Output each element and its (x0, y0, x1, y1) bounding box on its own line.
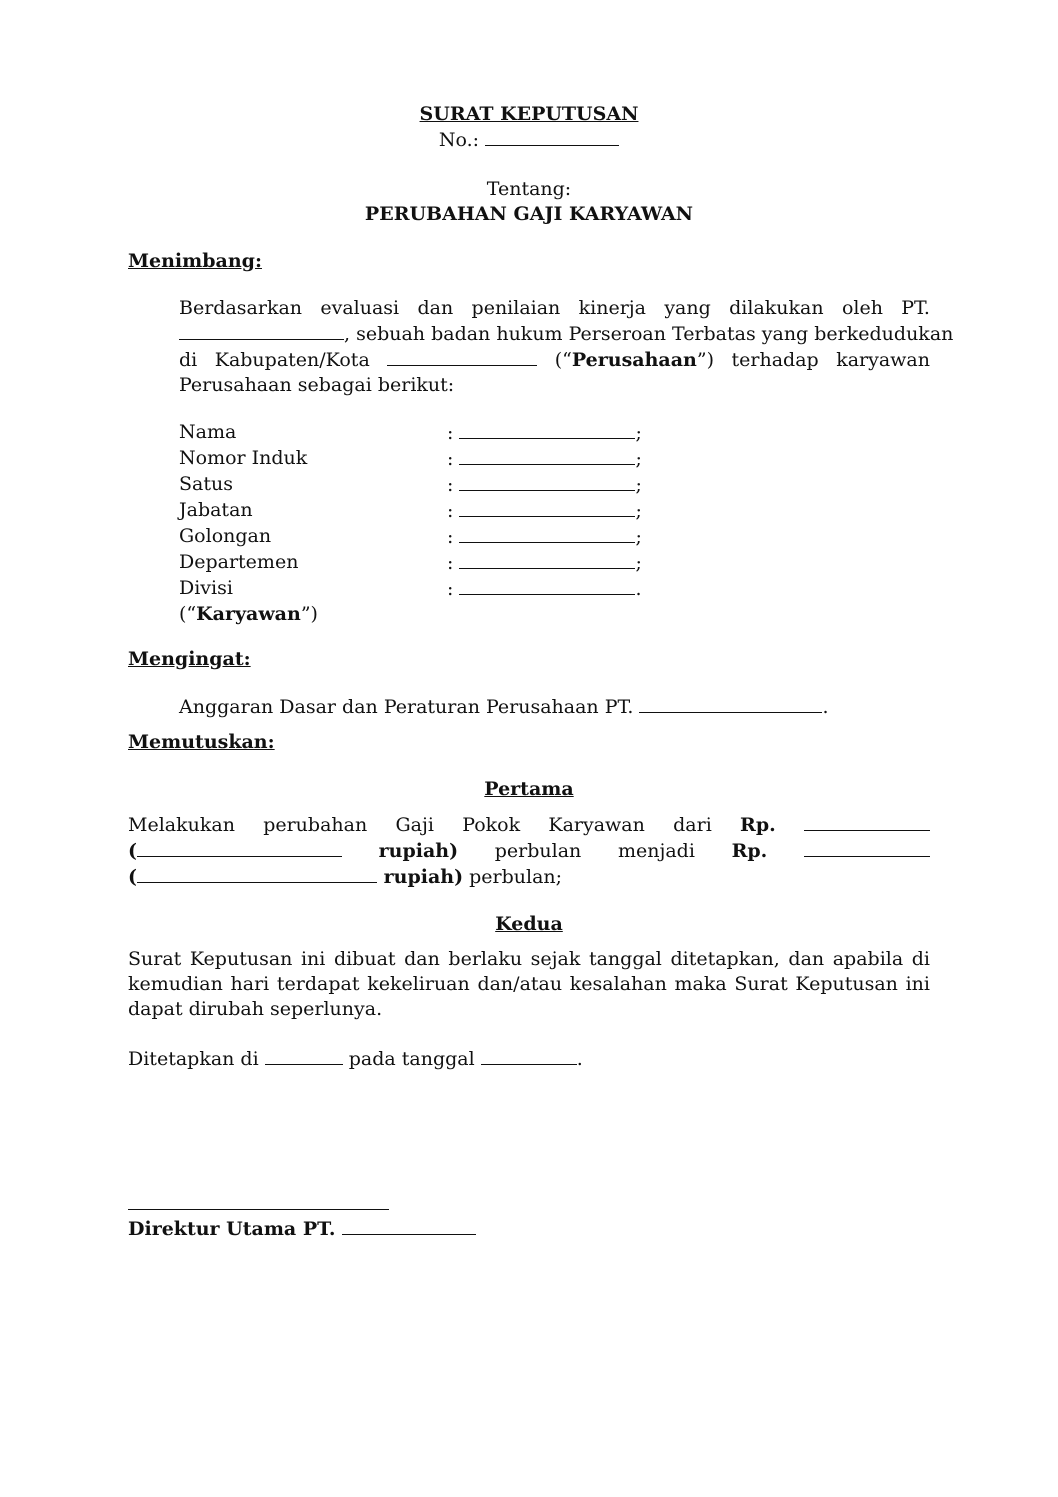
pertama-line-1: Melakukan perubahan Gaji Pokok Karyawan dari Rp. (128, 812, 930, 838)
field-blank (459, 550, 635, 569)
field-value: : ; (447, 500, 642, 522)
word: dilakukan (729, 297, 824, 319)
number-label: No.: (438, 129, 480, 151)
field-label: Satus (179, 473, 233, 495)
word: PT. (901, 297, 930, 319)
word: evaluasi (320, 297, 400, 319)
kedua-paragraph: Surat Keputusan ini dibuat dan berlaku sejak tanggal ditetapkan, dan apabila di kemudian hari terdapat kekeliruan dan/atau kesalahan maka Surat Keputusan ini dapat dirubah seperlunya. (128, 948, 930, 1020)
date-blank (481, 1046, 577, 1065)
field-value: : ; (447, 552, 642, 574)
place-blank (265, 1046, 343, 1065)
number-blank (485, 127, 619, 146)
document-title: SURAT KEPUTUSAN (419, 103, 639, 125)
company-name-blank (179, 321, 344, 340)
field-label: Departemen (179, 551, 299, 573)
field-label: Divisi (179, 577, 233, 599)
word: terhadap (731, 349, 819, 371)
old-salary-words-blank (137, 838, 342, 857)
new-salary-words-blank (137, 864, 377, 883)
word: penilaian (471, 297, 561, 319)
employee-fields (179, 420, 930, 602)
pertama-line-3: ( rupiah) perbulan; (128, 866, 563, 888)
kedua-heading: Kedua (495, 913, 563, 935)
field-label: Jabatan (179, 499, 253, 521)
word: oleh (841, 297, 883, 319)
field-value: : ; (447, 448, 642, 470)
old-salary-blank (804, 812, 930, 831)
menimbang-line-2-text: , sebuah badan hukum Perseroan Terbatas yang berkedudukan (344, 323, 954, 345)
menimbang-line-3 (179, 347, 930, 373)
signature-company-blank (342, 1216, 476, 1235)
field-label: Nama (179, 421, 237, 443)
field-value: : ; (447, 526, 642, 548)
field-blank (459, 420, 635, 439)
menimbang-line-4: Perusahaan sebagai berikut: (179, 374, 455, 396)
mengingat-text: Anggaran Dasar dan Peraturan Perusahaan PT. . (179, 696, 829, 718)
field-blank (459, 576, 635, 595)
field-value: : ; (447, 422, 642, 444)
company-blank (639, 694, 822, 713)
word: Berdasarkan (179, 297, 303, 319)
about-label: Tentang: (486, 178, 572, 200)
pertama-line-2: ( rupiah) perbulan menjadi Rp. (128, 838, 930, 864)
word: Kabupaten/Kota (214, 349, 370, 371)
menimbang-line-2 (179, 321, 954, 347)
city-blank (387, 347, 537, 366)
field-blank (459, 524, 635, 543)
word: dan (417, 297, 454, 319)
pertama-heading: Pertama (484, 778, 574, 800)
field-value: : ; (447, 474, 642, 496)
ditetapkan-line: Ditetapkan di pada tanggal . (128, 1048, 583, 1070)
signature-line (128, 1209, 389, 1210)
document-page (128, 102, 954, 1242)
perusahaan-definition: (“Perusahaan”) (554, 349, 714, 371)
field-blank (459, 446, 635, 465)
field-blank (459, 472, 635, 491)
word: yang (664, 297, 711, 319)
field-blank (459, 498, 635, 517)
karyawan-definition: (“Karyawan”) (179, 603, 318, 625)
word: karyawan (836, 349, 930, 371)
menimbang-paragraph (179, 296, 954, 627)
document-subject: PERUBAHAN GAJI KARYAWAN (364, 203, 694, 225)
field-value: : . (447, 578, 642, 600)
signature-title: Direktur Utama PT. (128, 1216, 930, 1242)
word: di (179, 349, 198, 371)
new-salary-blank (804, 838, 930, 857)
field-label: Nomor Induk (179, 447, 308, 469)
menimbang-line-1 (179, 296, 930, 321)
document-number (128, 127, 930, 153)
menimbang-heading: Menimbang: (128, 250, 262, 272)
memutuskan-heading: Memutuskan: (128, 731, 275, 753)
word: kinerja (578, 297, 646, 319)
mengingat-heading: Mengingat: (128, 648, 251, 670)
field-label: Golongan (179, 525, 272, 547)
pertama-paragraph (128, 812, 930, 890)
